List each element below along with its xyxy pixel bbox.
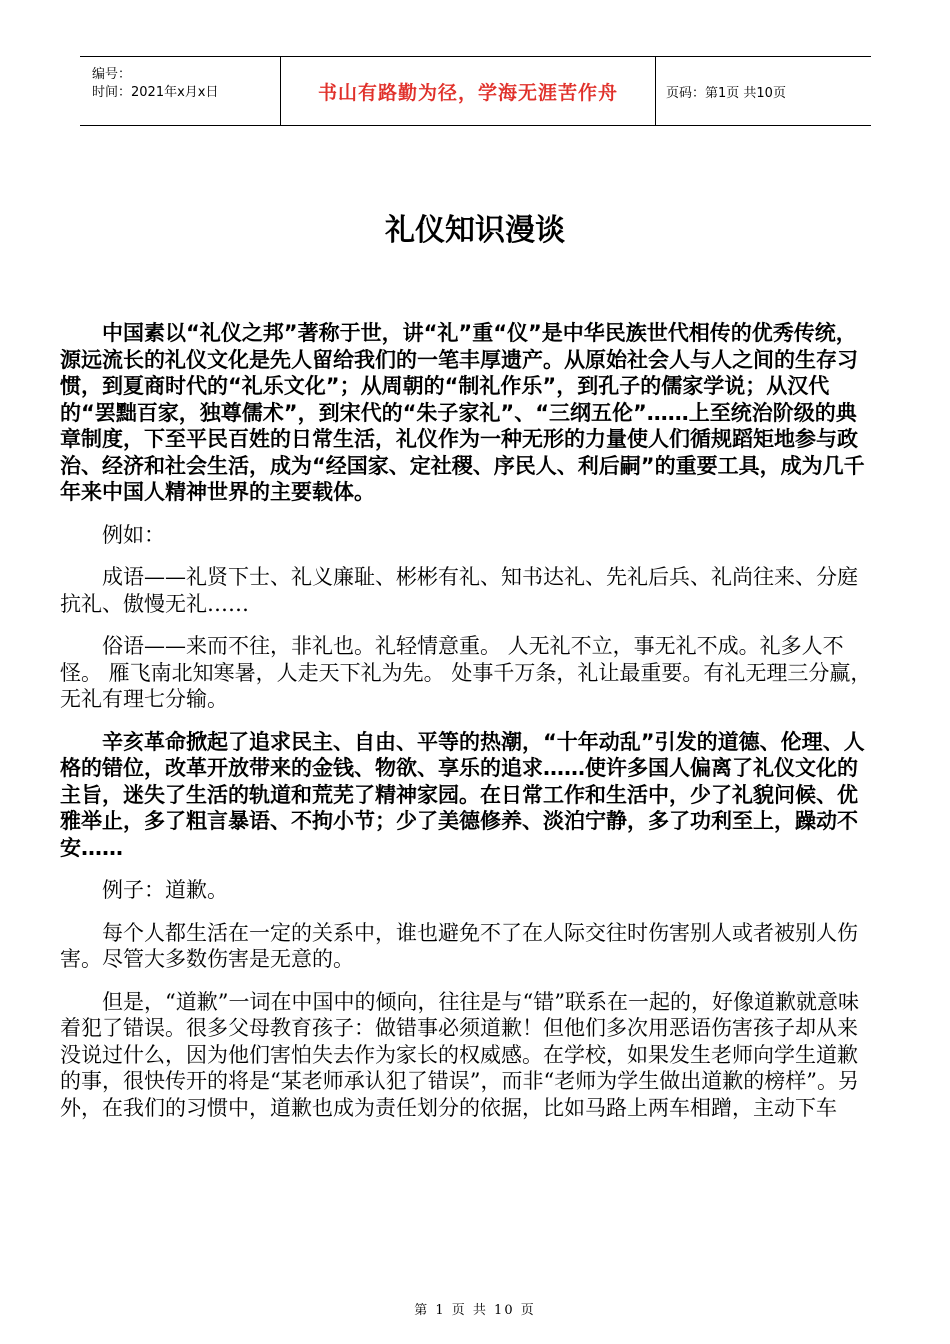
paragraph-idioms: 成语——礼贤下士、礼义廉耻、彬彬有礼、知书达礼、先礼后兵、礼尚往来、分庭抗礼、傲慢无礼…… [60, 565, 858, 616]
header-page-info: 页码：第1页 共10页 [666, 85, 786, 101]
paragraph-intro: 中国素以“礼仪之邦”著称于世，讲“礼”重“仪”是中华民族世代相传的优秀传统，源远流长的礼仪文化是先人留给我们的一笔丰厚遗产。从原始社会人与人之间的生存习惯，到夏商时代的“礼乐文化”；从周朝的“制礼作乐”，到孔子的儒家学说；从汉代的“罢黜百家，独尊儒术”，到宋代的“朱子家礼”、“三纲五伦”……上至统治阶级的典章制度，下至平民百姓的日常生活，礼仪作为一种无形的力量使人们循规蹈矩地参与政治、经济和社会生活，成为“经国家、定社稷、序民人、利后嗣”的重要工具，成为几千年来中国人精神世界的主要载体。 [60, 321, 865, 504]
paragraph-apology-example: 例子：道歉。 [102, 878, 228, 902]
paragraph-example-label: 例如： [102, 522, 165, 547]
header-motto: 书山有路勤为径，学海无涯苦作舟 [281, 57, 656, 125]
document-title: 礼仪知识漫谈 [385, 213, 565, 248]
paragraph-proverbs: 俗语——来而不往，非礼也。礼轻情意重。 人无礼不立，事无礼不成。礼多人不怪。 雁飞南北知寒暑，人走天下礼为先。 处事千万条，礼让最重要。有礼无理三分赢，无礼有理七分输。 [60, 634, 872, 711]
document-number-label: 编号： [92, 67, 132, 82]
document-time-label: 时间：2021年x月x日 [92, 85, 219, 100]
header-meta-cell [80, 57, 281, 125]
document-body [60, 320, 876, 1121]
page-footer: 第 1 页 共 10 页 [414, 1303, 536, 1318]
paragraph-modern: 辛亥革命掀起了追求民主、自由、平等的热潮，“十年动乱”引发的道德、伦理、人格的错位，改革开放带来的金钱、物欲、享乐的追求……使许多国人偏离了礼仪文化的主旨，迷失了生活的轨道和荒芜了精神家园。在日常工作和生活中，少了礼貌问候、优雅举止，多了粗言暴语、不拘小节；少了美德修养、淡泊宁静，多了功利至上，躁动不安…… [60, 729, 865, 860]
paragraph-relations: 每个人都生活在一定的关系中，谁也避免不了在人际交往时伤害别人或者被别人伤害。尽管大多数伤害是无意的。 [60, 920, 858, 971]
paragraph-apology-discussion: 但是，“道歉”一词在中国中的倾向，往往是与“错”联系在一起的，好像道歉就意味着犯了错误。很多父母教育孩子：做错事必须道歉！但他们多次用恶语伤害孩子却从来没说过什么，因为他们害怕失去作为家长的权威感。在学校，如果发生老师向学生道歉的事，很快传开的将是“某老师承认犯了错误”，而非“老师为学生做出道歉的榜样”。另外，在我们的习惯中，道歉也成为责任划分的依据，比如马路上两车相蹭，主动下车 [60, 989, 859, 1120]
page-header [80, 56, 871, 126]
